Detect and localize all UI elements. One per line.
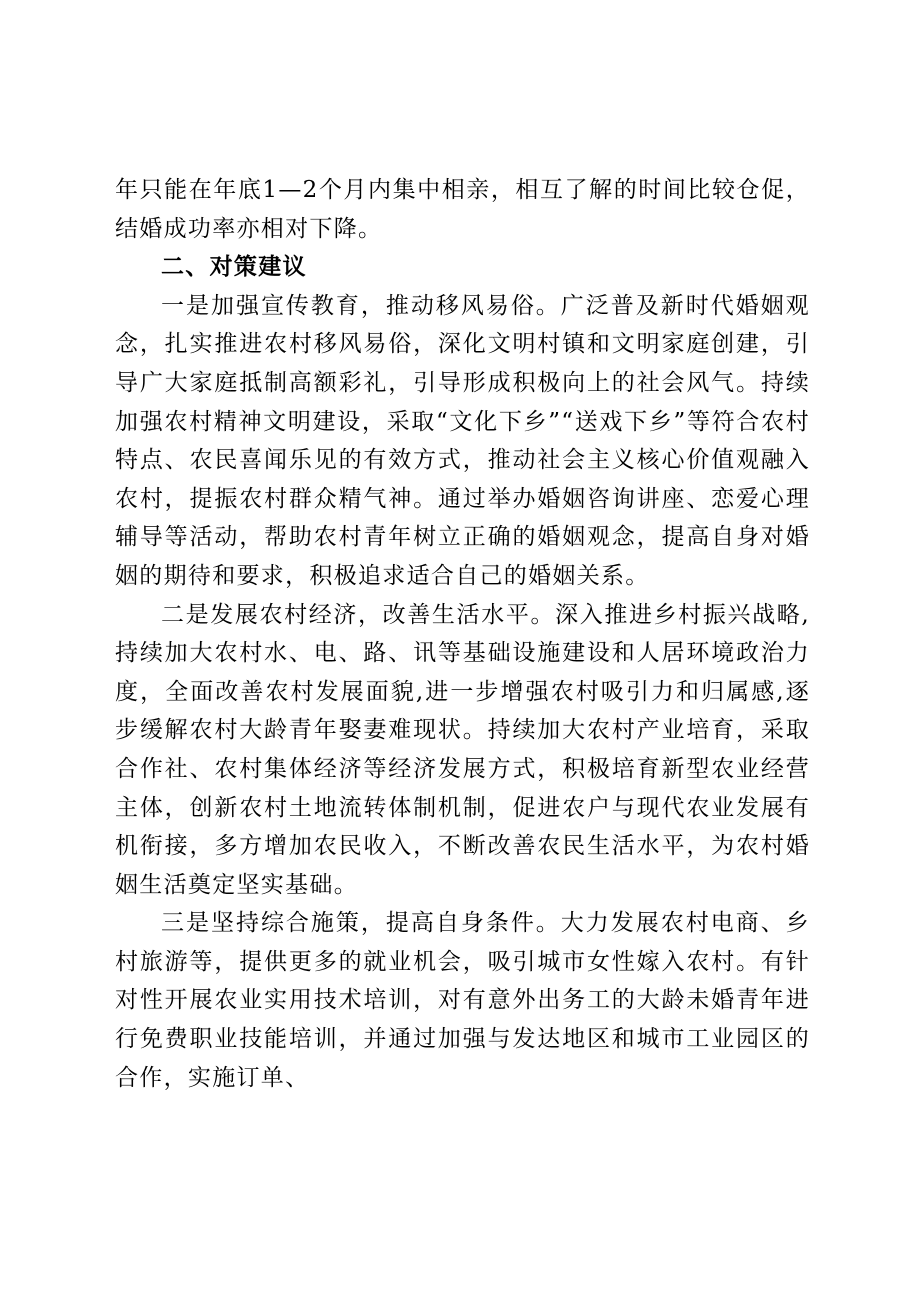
paragraph-publicity-education: 一是加强宣传教育，推动移风易俗。广泛普及新时代婚姻观念，扎实推进农村移风易俗，深化文明村镇和文明家庭创建，引导广大家庭抵制高额彩礼，引导形成积极向上的社会风气。持续加强农村精神文明建设，采取“文化下乡”“送戏下乡”等符合农村特点、农民喜闻乐见的有效方式，推动社会主义核心价值观融入农村，提振农村群众精气神。通过举办婚姻咨询讲座、恋爱心理辅导等活动，帮助农村青年树立正确的婚姻观念，提高自身对婚姻的期待和要求，积极追求适合自己的婚姻关系。 <box>115 292 810 589</box>
document-body <box>115 171 810 1097</box>
paragraph-rural-economy: 二是发展农村经济，改善生活水平。深入推进乡村振兴战略,持续加大农村水、电、路、讯等基础设施建设和人居环境政治力度，全面改善农村发展面貌,进一步增强农村吸引力和归属感,逐步缓解农村大龄青年娶妻难现状。持续加大农村产业培育，采取合作社、农村集体经济等经济发展方式，积极培育新型农业经营主体，创新农村土地流转体制机制，促进农户与现代农业发展有机衔接，多方增加农民收入，不断改善农民生活水平，为农村婚姻生活奠定坚实基础。 <box>115 601 810 898</box>
paragraph-comprehensive-measures: 三是坚持综合施策，提高自身条件。大力发展农村电商、乡村旅游等，提供更多的就业机会，吸引城市女性嫁入农村。有针对性开展农业实用技术培训，对有意外出务工的大龄未婚青年进行免费职业技能培训，并通过加强与发达地区和城市工业园区的合作，实施订单、 <box>115 910 810 1091</box>
continuation-paragraph: 年只能在年底1—2个月内集中相亲，相互了解的时间比较仓促，结婚成功率亦相对下降。 <box>115 177 810 242</box>
section-heading: 二、对策建议 <box>161 254 307 281</box>
